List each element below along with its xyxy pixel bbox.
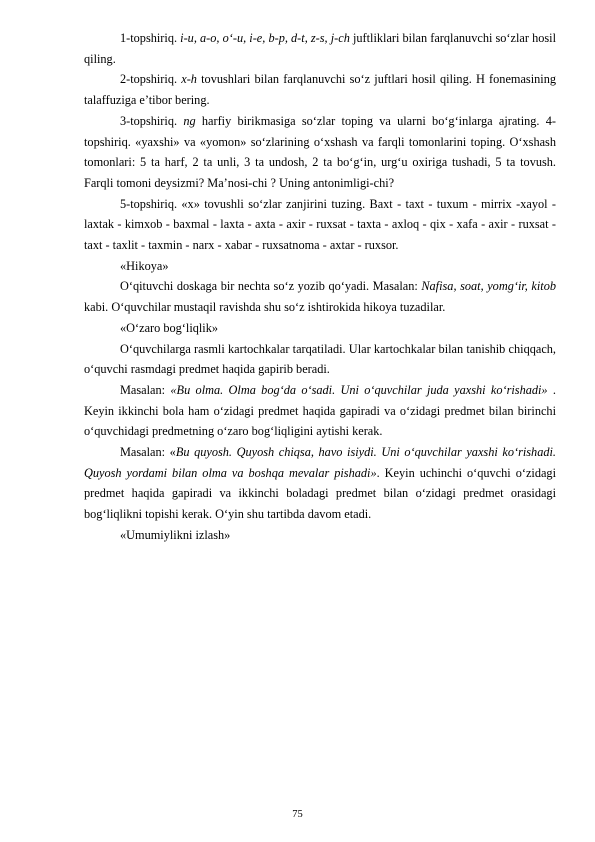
task1-paragraph: 1-topshiriq. i-u, a-o, o‘-u, i-e, b-p, d-t, z-s, j-ch juftliklari bilan farqlanuvchi so‘zlar hosil qiling. [84,31,556,66]
umumiylik-heading: «Umumiylikni izlash» [120,527,231,542]
ozaro-heading: «O‘zaro bog‘liqlik» [120,320,219,335]
task2-paragraph: 2-topshiriq. x-h tovushlari bilan farqlanuvchi so‘z juftlari hosil qiling. H fonemasining talaffuziga e’tibor bering. [84,72,556,108]
ozaro-paragraph: O‘quvchilarga rasmli kartochkalar tarqatiladi. Ular kartochkalar bilan tanishib chiqqach, o‘quvchi rasmdagi predmet haqida gapirib beradi. [84,341,556,377]
page-body [84,28,556,546]
task5-paragraph: 5-topshiriq. «x» tovushli so‘zlar zanjirini tuzing. Baxt - taxt - tuxum - mirrix -xayol - laxtak - kimxob - baxmal - laxta - axta - axir - ruxsat - taxta - axloq - qix - xafa - axir - ruxsat - taxt - taxlit - taxmin - narx - xabar - ruxsatnoma - axtar - ruxsor. [84,196,556,253]
hikoya-heading: «Hikoya» [120,258,169,273]
page-number: 75 [292,809,303,820]
example1-paragraph: Masalan: «Bu olma. Olma bog‘da o‘sadi. Uni o‘quvchilar juda yaxshi ko‘rishadi» . Keyin ikkinchi bola ham o‘zidagi predmet haqida gapiradi va o‘zidagi predmet bilan birinchi o‘quvchidagi predmetning o‘zaro bog‘liqligini aytishi kerak. [84,382,556,439]
example2-paragraph: Masalan: «Bu quyosh. Quyosh chiqsa, havo isiydi. Uni o‘quvchilar yaxshi ko‘rishadi. Quyosh yordami bilan olma va boshqa mevalar pishadi». Keyin uchinchi o‘quvchi o‘zidagi predmet haqida gapiradi va ikkinchi boladagi predmet bilan o‘zidagi predmet orasidagi bog‘liqlikni topishi kerak. O‘yin shu tartibda davom etadi. [84,445,556,522]
hikoya-paragraph: O‘qituvchi doskaga bir nechta so‘z yozib qo‘yadi. Masalan: Nafisa, soat, yomg‘ir, kitob kabi. O‘quvchilar mustaqil ravishda shu so‘z ishtirokida hikoya tuzadilar. [84,279,557,315]
task3-paragraph: 3-topshiriq. ng harfiy birikmasiga so‘zlar toping va ularni bo‘g‘inlarga ajrating. 4-topshiriq. «yaxshi» va «yomon» so‘zlarining o‘xshash va farqli tomonlarini toping. O‘xshash tomonlari: 5 ta harf, 2 ta unli, 3 ta undosh, 2 ta bo‘g‘in, urg‘u oxiriga tushadi, 5 ta tovush. Farqli tomoni deysizmi? Ma’nosi-chi ? Uning antonimligi-chi? [84,113,556,190]
